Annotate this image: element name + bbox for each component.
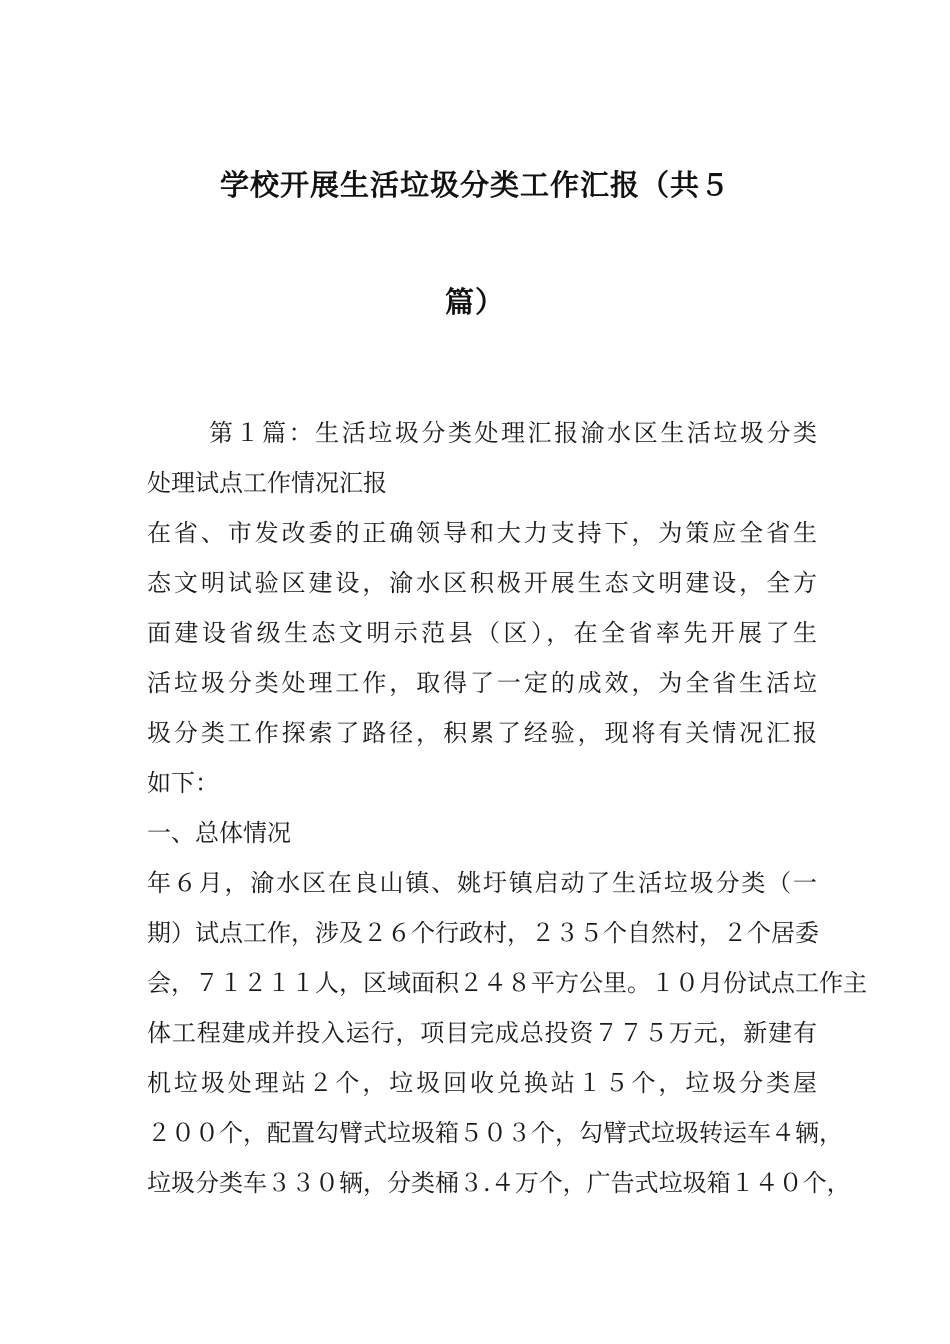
subsection-heading: 一、总体情况 [147, 819, 291, 847]
paragraph-line: 面建设省级生态文明示范县（区），在全省率先开展了生 [147, 619, 817, 647]
document-title-line-2: 篇） [444, 285, 505, 319]
paragraph-line: 期）试点工作，涉及２６个行政村，２３５个自然村，２个居委 [147, 919, 819, 947]
paragraph-line: 体工程建成并投入运行，项目完成总投资７７５万元，新建有 [147, 1019, 817, 1047]
paragraph-line: 垃圾分类车３３０辆，分类桶３.４万个，广告式垃圾箱１４０个， [147, 1169, 851, 1197]
document-title-line-1: 学校开展生活垃圾分类工作汇报（共５ [219, 168, 730, 202]
paragraph-line: 机垃圾处理站２个，垃圾回收兑换站１５个，垃圾分类屋 [147, 1069, 817, 1097]
section-heading-line-2: 处理试点工作情况汇报 [147, 469, 387, 497]
paragraph-line: 在省、市发改委的正确领导和大力支持下，为策应全省生 [147, 519, 817, 547]
paragraph-line: 如下： [147, 769, 219, 797]
paragraph-line: 活垃圾分类处理工作，取得了一定的成效，为全省生活垃 [147, 669, 817, 697]
document-body [147, 408, 867, 1208]
paragraph-line: ２００个，配置勾臂式垃圾箱５０３个，勾臂式垃圾转运车４辆， [147, 1119, 843, 1147]
paragraph-line: 会，７１２１１人，区域面积２４８平方公里。１０月份试点工作主 [147, 969, 867, 997]
paragraph-line: 圾分类工作探索了路径，积累了经验，现将有关情况汇报 [147, 719, 817, 747]
paragraph-line: 态文明试验区建设，渝水区积极开展生态文明建设，全方 [147, 569, 817, 597]
paragraph-line: 年６月，渝水区在良山镇、姚圩镇启动了生活垃圾分类（一 [147, 869, 817, 897]
section-heading-line-1: 第１篇：生活垃圾分类处理汇报渝水区生活垃圾分类 [209, 419, 817, 447]
